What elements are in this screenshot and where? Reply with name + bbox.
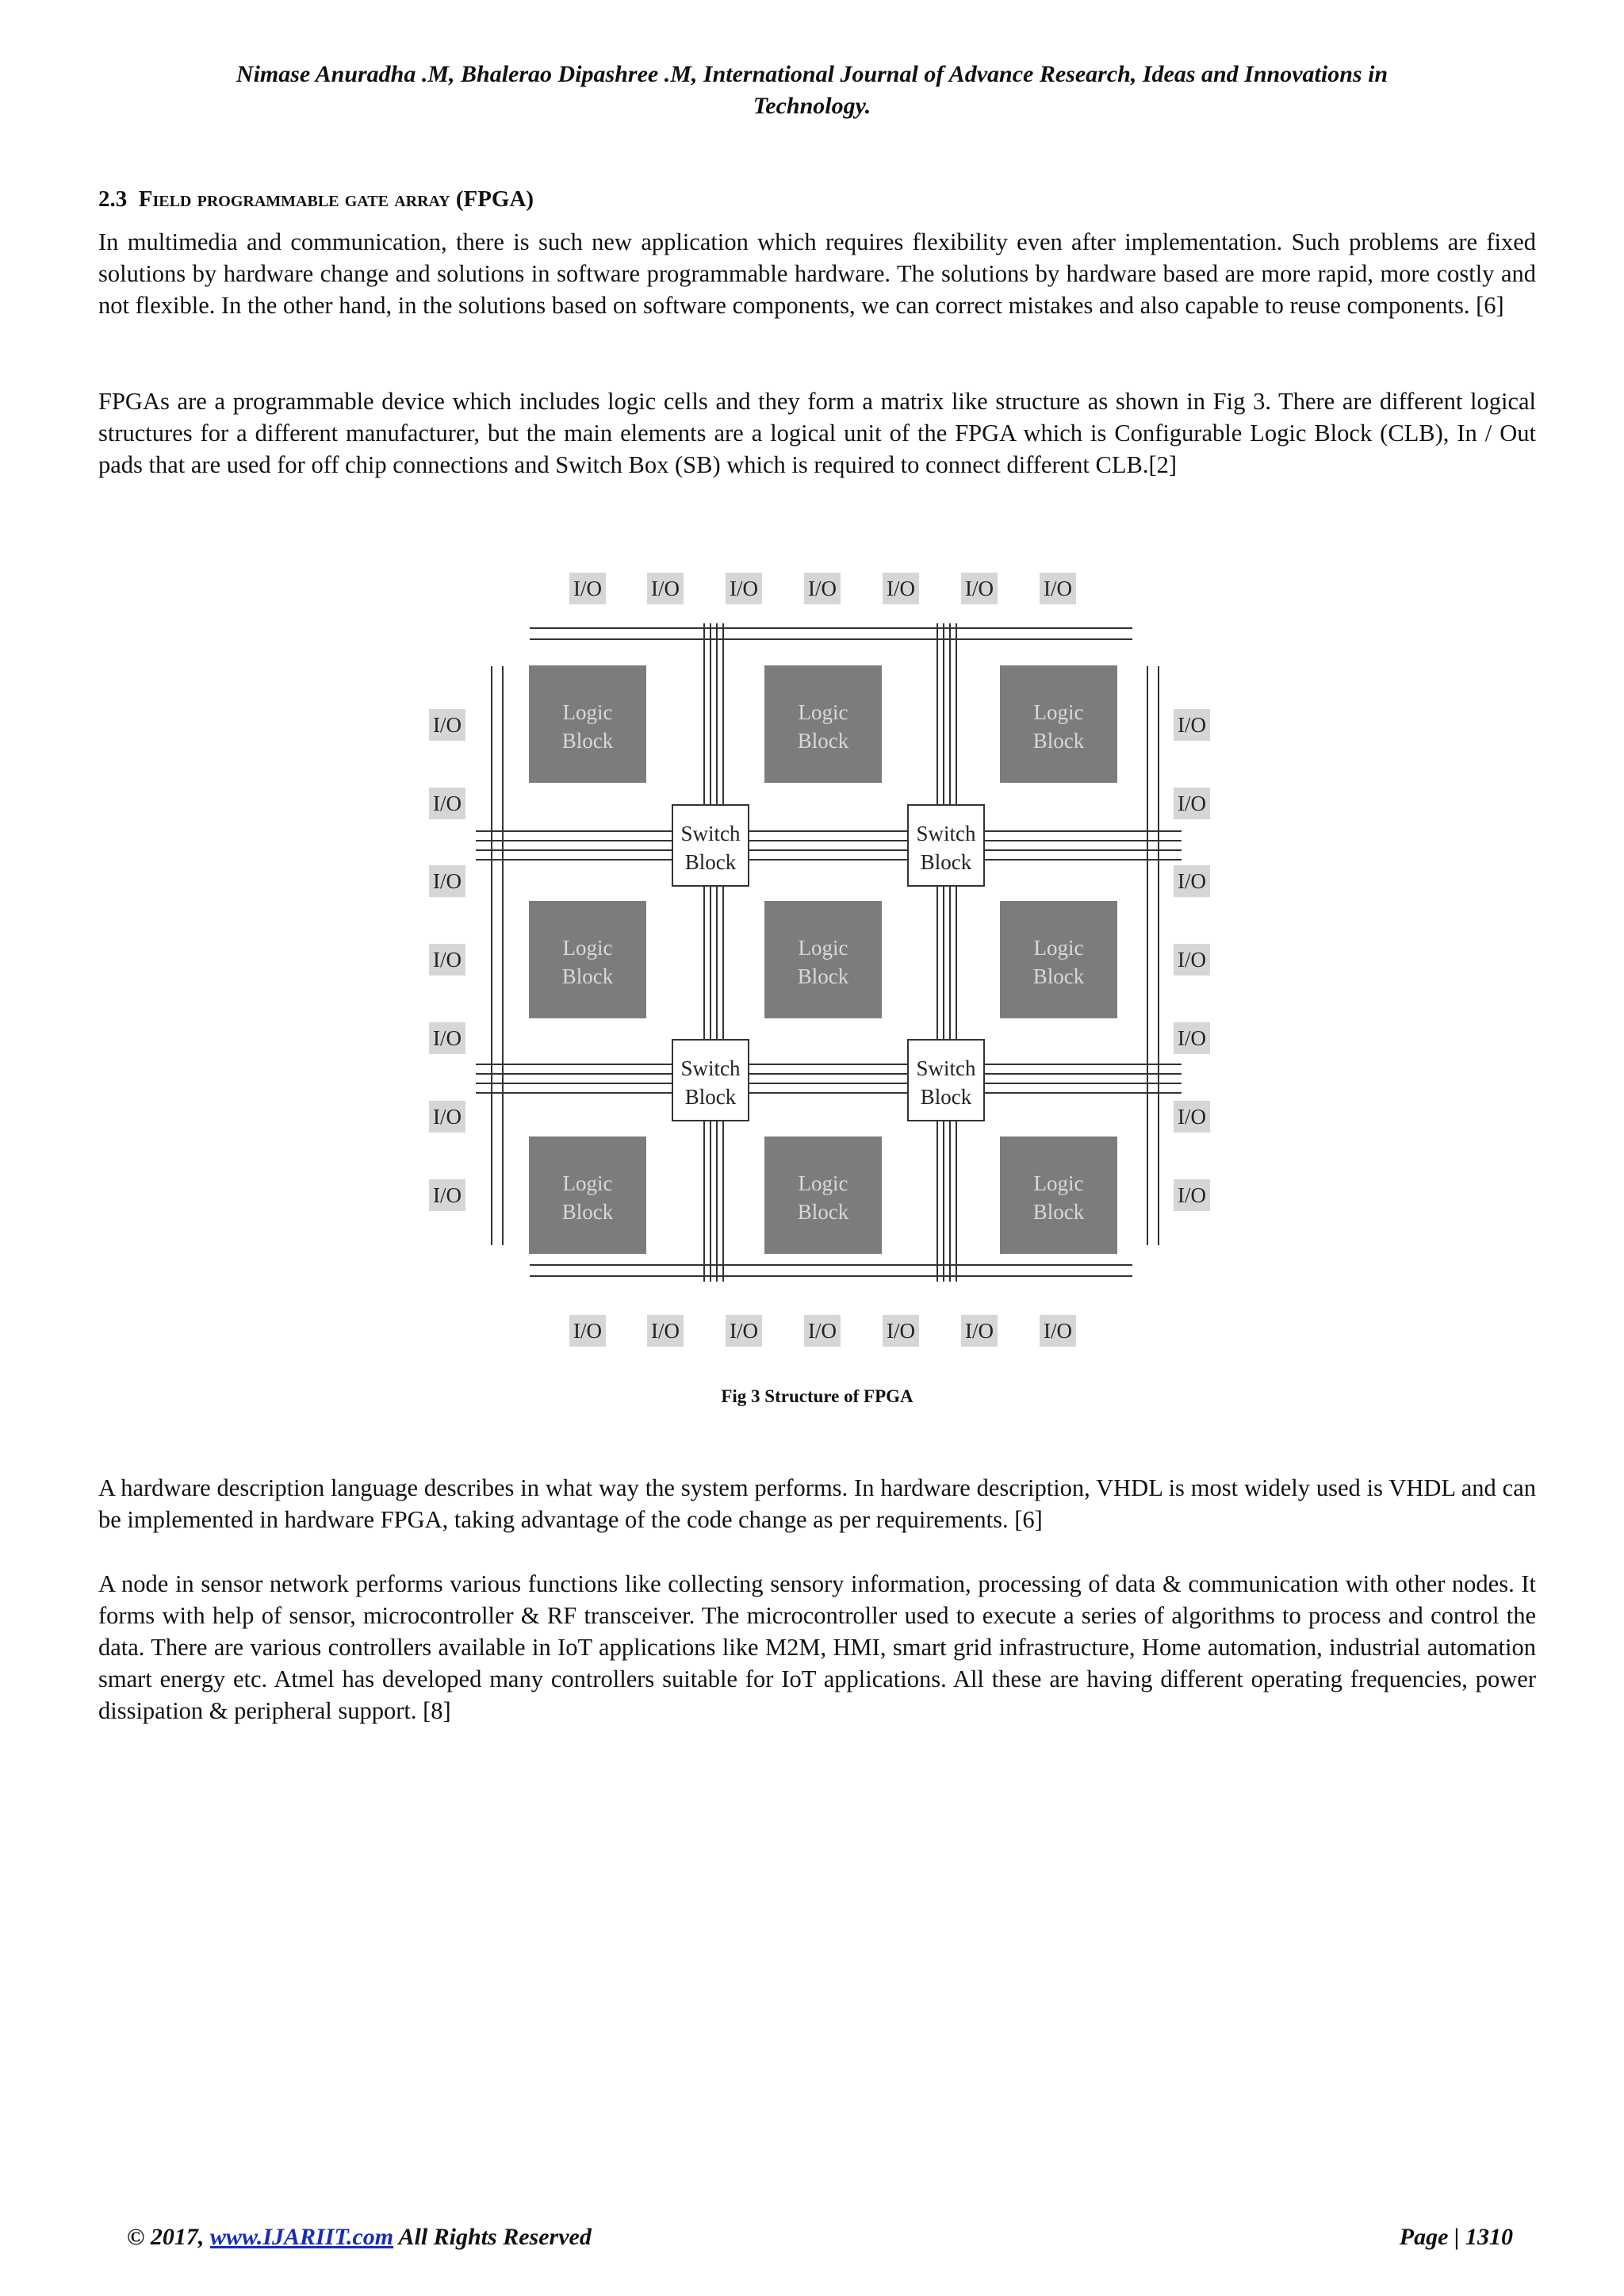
section-heading — [98, 185, 534, 213]
page-number: Page | 1310 — [1399, 2224, 1513, 2250]
logic-block — [764, 901, 882, 1018]
paragraph-sensor-node: A node in sensor network performs various functions like collecting sensory information, processing of data & communication with other nodes. It forms with help of sensor, microcontroller & RF transceiver. The microcontroller used to execute a series of algorithms to process and control the data. There are various controllers available in IoT applications like M2M, HMI, smart grid infrastructure, Home automation, industrial automation smart energy etc. Atmel has developed many controllers suitable for IoT applications. All these are having different operating frequencies, power dissipation & peripheral support. [8] — [98, 1570, 1536, 1724]
switch-block — [908, 805, 984, 886]
section-title-abbrev: (FPGA) — [455, 186, 534, 212]
svg-text:I/O: I/O — [1178, 713, 1206, 737]
svg-text:Logic: Logic — [798, 1171, 848, 1195]
paragraph-intro: In multimedia and communication, there is such new application which requires flexibility even after implementation. Such problems are fixed solutions by hardware change and solutions in software programmable hardware. The solutions by hardware based are more rapid, more costly and not flexible. In the other hand, in the solutions based on software components, we can correct mistakes and also capable to reuse components. [6] — [98, 228, 1536, 319]
logic-block — [529, 901, 646, 1018]
io-pad — [726, 1315, 762, 1347]
io-pad — [804, 573, 841, 604]
io-pad — [883, 573, 919, 604]
svg-text:Logic: Logic — [562, 936, 613, 960]
svg-text:I/O: I/O — [730, 577, 758, 600]
svg-text:Block: Block — [561, 1200, 614, 1224]
section-title: Field programmable gate array — [138, 186, 450, 212]
svg-text:Block: Block — [1032, 729, 1085, 753]
svg-text:I/O: I/O — [1044, 1319, 1072, 1343]
fpga-diagram — [420, 563, 1229, 1356]
io-pad — [429, 865, 465, 897]
io-pad — [883, 1315, 919, 1347]
svg-text:I/O: I/O — [1178, 869, 1206, 893]
paragraph-hdl: A hardware description language describes in what way the system performs. In hardware description, VHDL is most widely used is VHDL and can be implemented in hardware FPGA, taking advantage of the code change as per requirements. [6] — [98, 1474, 1536, 1533]
io-pad — [429, 788, 465, 819]
svg-text:Block: Block — [797, 729, 849, 753]
svg-text:I/O: I/O — [433, 792, 462, 815]
copyright-notice — [127, 2223, 592, 2252]
io-pad — [647, 573, 684, 604]
running-header — [111, 59, 1513, 122]
logic-block — [1000, 901, 1117, 1018]
svg-text:Switch: Switch — [916, 1056, 976, 1080]
svg-text:I/O: I/O — [651, 1319, 680, 1343]
paragraph-fpga-structure: FPGAs are a programmable device which includes logic cells and they form a matrix like structure as shown in Fig 3. There are different logical structures for a different manufacturer, but the main elements are a logical unit of the FPGA which is Configurable Logic Block (CLB), In / Out pads that are used for off chip connections and Switch Box (SB) which is required to connect different CLB.[2] — [98, 388, 1536, 478]
svg-text:I/O: I/O — [651, 577, 680, 600]
io-pad — [429, 1179, 465, 1211]
copyright-suffix: All Rights Reserved — [393, 2224, 592, 2250]
io-pad — [1174, 944, 1210, 976]
svg-text:Block: Block — [684, 1085, 737, 1109]
svg-text:I/O: I/O — [573, 577, 602, 600]
svg-text:Logic: Logic — [562, 1171, 613, 1195]
svg-text:I/O: I/O — [1044, 577, 1072, 600]
logic-block — [764, 1137, 882, 1254]
header-line-1: Nimase Anuradha .M, Bhalerao Dipashree .M, International Journal of Advance Research, Ideas and Innovations in — [236, 61, 1388, 87]
logic-block — [764, 665, 882, 783]
svg-text:I/O: I/O — [887, 1319, 915, 1343]
svg-text:Block: Block — [561, 964, 614, 988]
svg-text:I/O: I/O — [965, 577, 994, 600]
svg-text:I/O: I/O — [1178, 1183, 1206, 1207]
svg-text:Switch: Switch — [680, 822, 741, 845]
svg-text:I/O: I/O — [433, 1183, 462, 1207]
svg-text:Logic: Logic — [1033, 936, 1084, 960]
svg-text:I/O: I/O — [1178, 792, 1206, 815]
io-pad — [961, 573, 998, 604]
logic-block — [1000, 665, 1117, 783]
switch-block — [672, 1040, 749, 1121]
io-pad — [1040, 573, 1076, 604]
svg-text:Block: Block — [920, 1085, 972, 1109]
svg-text:I/O: I/O — [433, 713, 462, 737]
io-pad — [1174, 788, 1210, 819]
journal-link[interactable]: www.IJARIIT.com — [209, 2224, 394, 2250]
svg-text:Block: Block — [797, 964, 849, 988]
svg-text:Block: Block — [1032, 964, 1085, 988]
switch-block — [672, 805, 749, 886]
svg-text:I/O: I/O — [965, 1319, 994, 1343]
io-pad — [429, 1101, 465, 1133]
svg-text:Logic: Logic — [1033, 1171, 1084, 1195]
io-pad — [1174, 1022, 1210, 1054]
header-line-2: Technology. — [753, 93, 871, 119]
svg-text:Switch: Switch — [916, 822, 976, 845]
svg-text:Block: Block — [1032, 1200, 1085, 1224]
copyright-prefix: © 2017, — [127, 2224, 210, 2250]
io-pad — [1174, 865, 1210, 897]
logic-block — [529, 665, 646, 783]
svg-text:Block: Block — [797, 1200, 849, 1224]
svg-text:I/O: I/O — [887, 577, 915, 600]
svg-text:I/O: I/O — [1178, 948, 1206, 972]
io-pad — [726, 573, 762, 604]
svg-text:Block: Block — [561, 729, 614, 753]
svg-text:Block: Block — [920, 850, 972, 874]
svg-text:Block: Block — [684, 850, 737, 874]
svg-text:I/O: I/O — [1178, 1105, 1206, 1129]
io-pad — [429, 1022, 465, 1054]
svg-text:Switch: Switch — [680, 1056, 741, 1080]
io-pad — [429, 709, 465, 741]
io-pad — [429, 944, 465, 976]
io-pad — [1040, 1315, 1076, 1347]
io-pad — [647, 1315, 684, 1347]
svg-text:I/O: I/O — [808, 1319, 837, 1343]
io-pad — [1174, 1179, 1210, 1211]
svg-text:Logic: Logic — [798, 936, 848, 960]
figure-caption: Fig 3 Structure of FPGA — [721, 1386, 914, 1406]
svg-text:I/O: I/O — [433, 1026, 462, 1050]
svg-text:I/O: I/O — [1178, 1026, 1206, 1050]
io-pad — [569, 1315, 606, 1347]
io-pad — [569, 573, 606, 604]
svg-text:Logic: Logic — [1033, 700, 1084, 724]
svg-text:Logic: Logic — [798, 700, 848, 724]
io-pad — [804, 1315, 841, 1347]
svg-text:I/O: I/O — [433, 948, 462, 972]
svg-text:Logic: Logic — [562, 700, 613, 724]
svg-text:I/O: I/O — [573, 1319, 602, 1343]
io-pad — [1174, 709, 1210, 741]
svg-text:I/O: I/O — [730, 1319, 758, 1343]
svg-text:I/O: I/O — [433, 1105, 462, 1129]
switch-block — [908, 1040, 984, 1121]
logic-block — [1000, 1137, 1117, 1254]
io-pad — [1174, 1101, 1210, 1133]
section-number: 2.3 — [98, 186, 128, 212]
fpga-structure-figure — [420, 563, 1229, 1356]
logic-block — [529, 1137, 646, 1254]
io-pad — [961, 1315, 998, 1347]
svg-text:I/O: I/O — [808, 577, 837, 600]
svg-text:I/O: I/O — [433, 869, 462, 893]
